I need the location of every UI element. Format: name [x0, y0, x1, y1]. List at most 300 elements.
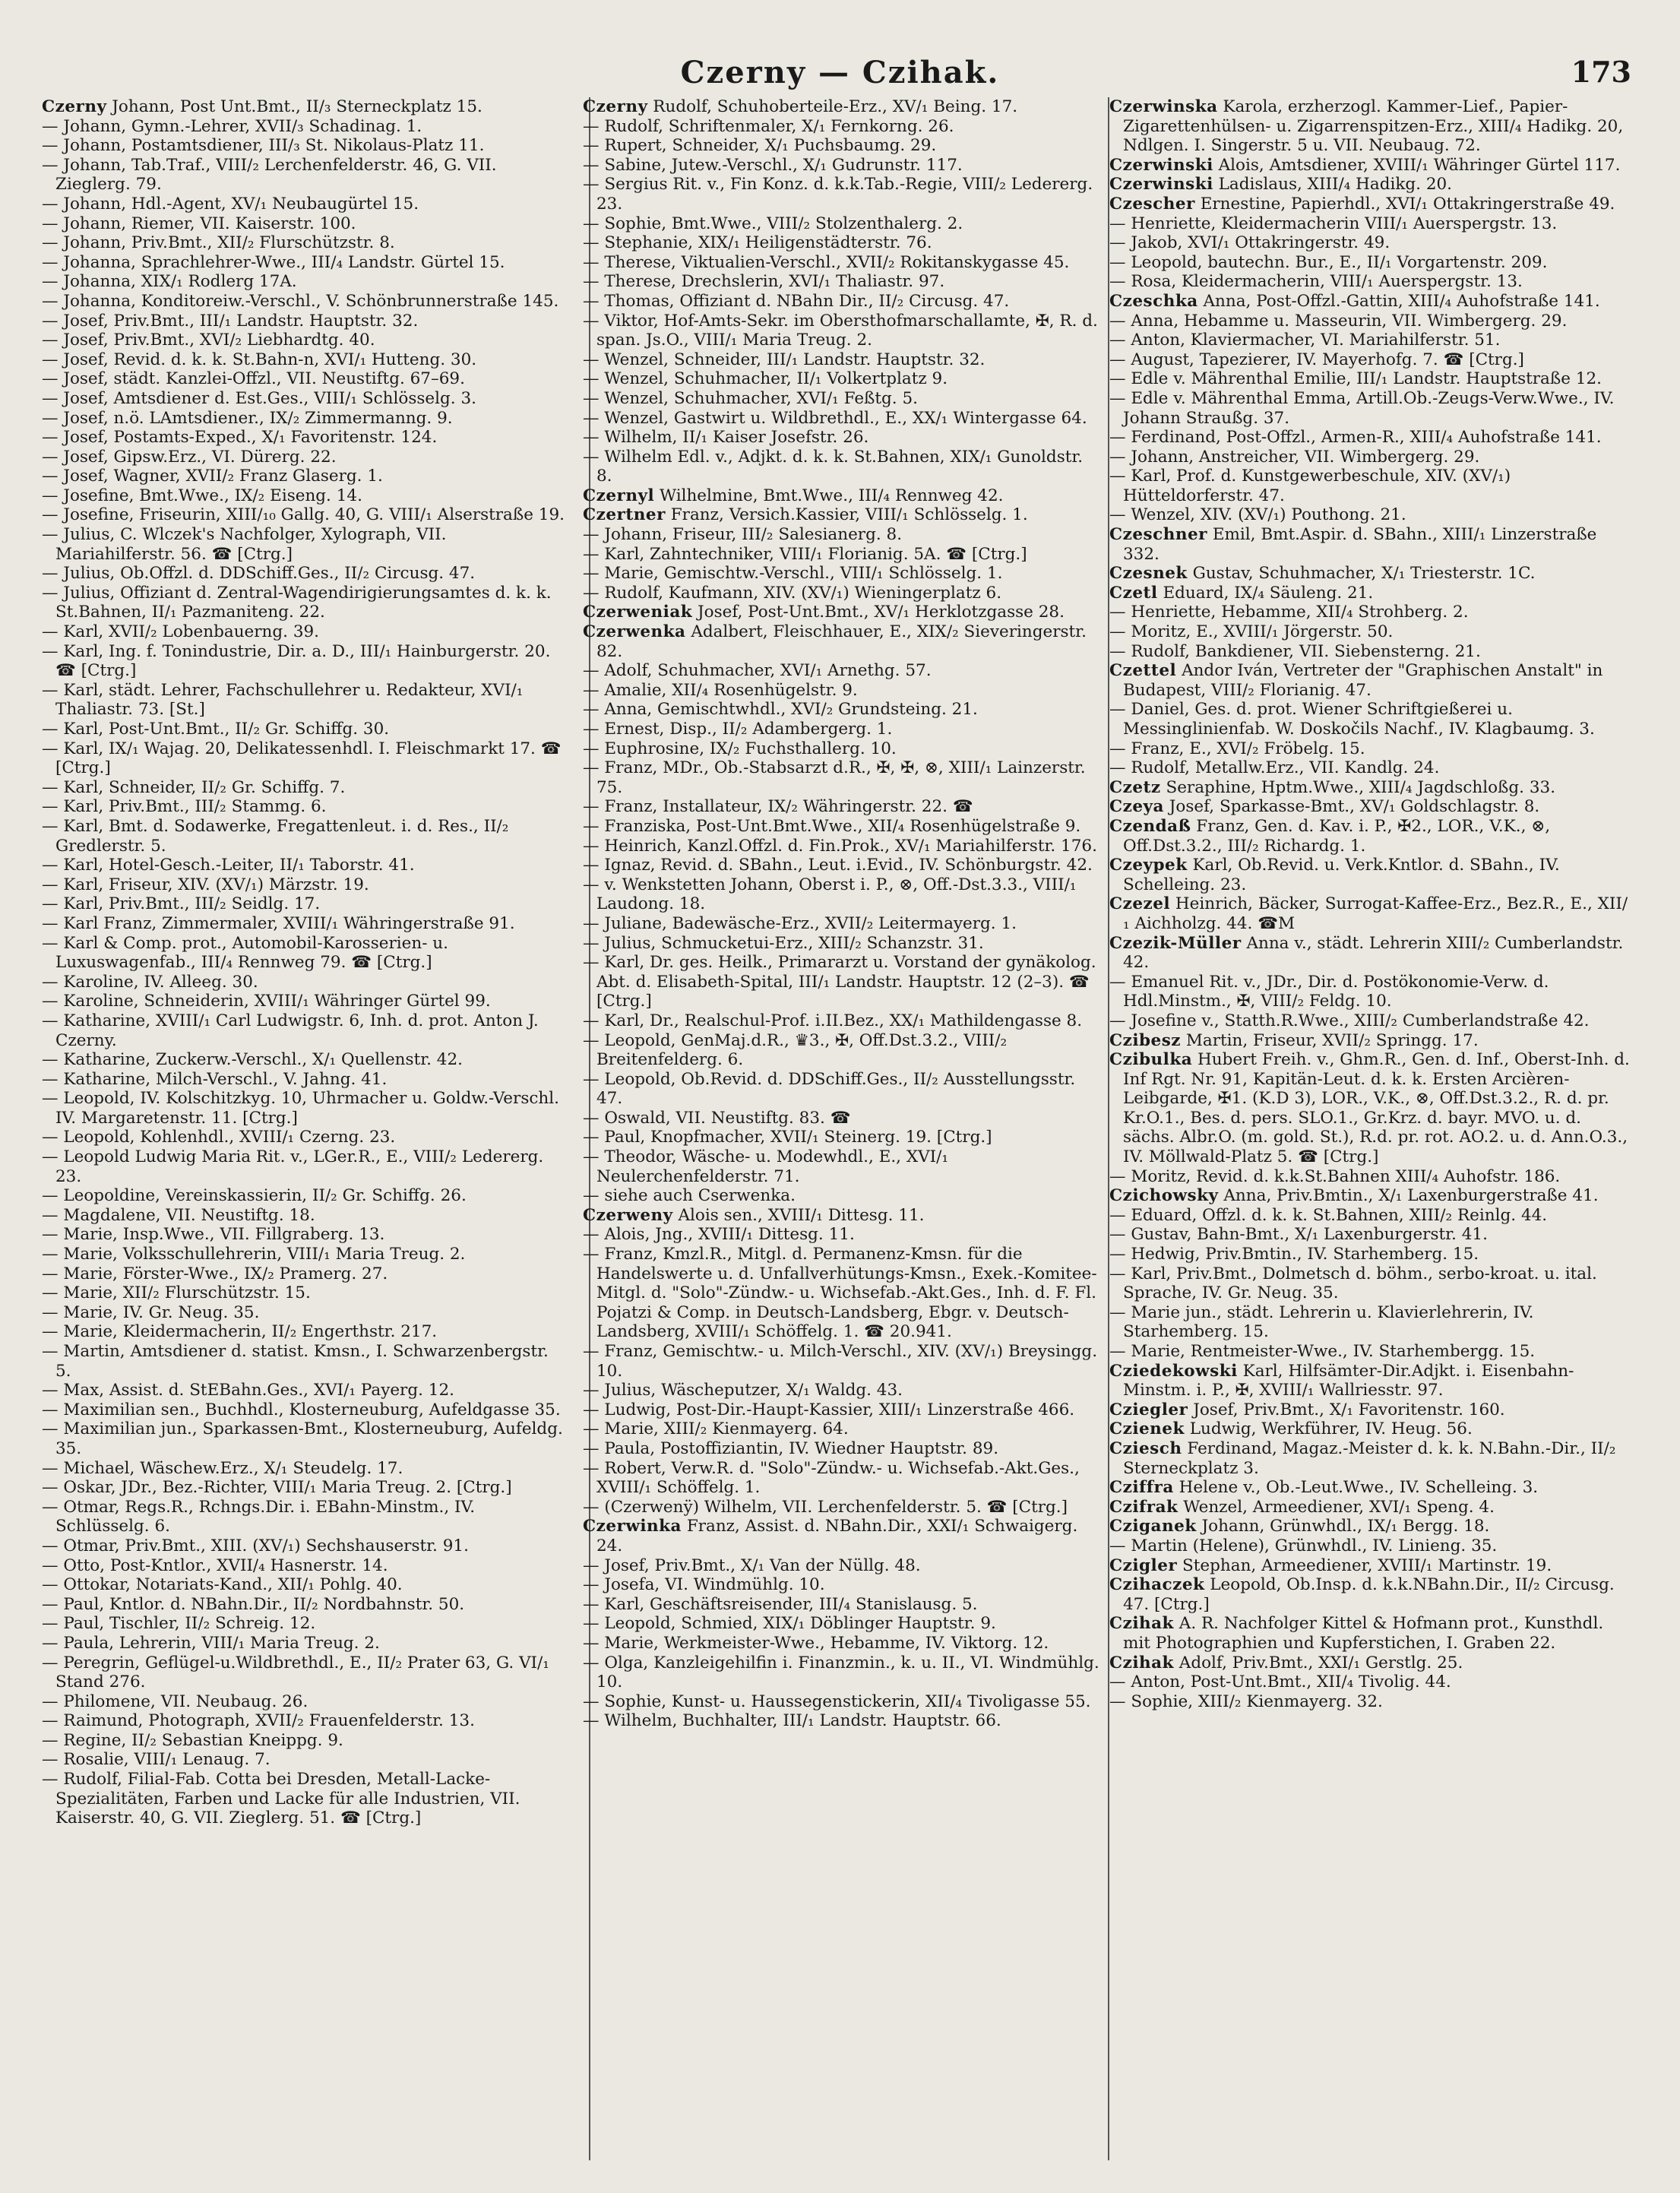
directory-entry	[1109, 1419, 1634, 1439]
directory-entry	[1109, 1362, 1634, 1400]
directory-entry	[42, 136, 566, 156]
directory-entry	[42, 1322, 566, 1342]
directory-entry	[42, 1731, 566, 1751]
surname-heading: Cziesch	[1109, 1438, 1182, 1458]
entry-text: — Alois, Jng., XVIII/₁ Dittesg. 11.	[583, 1225, 855, 1245]
directory-entry	[42, 1147, 566, 1186]
entry-text: — Hedwig, Priv.Bmtin., IV. Starhemberg. 15.	[1109, 1245, 1479, 1264]
directory-entry	[583, 1634, 1099, 1653]
entry-text: — Henriette, Kleidermacherin VIII/₁ Auerspergstr. 13.	[1109, 214, 1558, 233]
entry-text: — Marie, Insp.Wwe., VII. Fillgraberg. 13.	[42, 1225, 385, 1245]
columns	[42, 97, 1637, 2164]
entry-text: — Marie, IV. Gr. Neug. 35.	[42, 1302, 260, 1322]
entry-text: Seraphine, Hptm.Wwe., XIII/₄ Jagdschloßg. 33.	[1166, 777, 1556, 797]
entry-text: — Regine, II/₂ Sebastian Kneippg. 9.	[42, 1730, 343, 1750]
entry-text: Stephan, Armeediener, XVIII/₁ Martinstr. 19.	[1182, 1555, 1552, 1575]
column-1	[42, 97, 566, 2164]
surname-heading: Czifrak	[1109, 1497, 1179, 1517]
surname-heading: Czezik-Müller	[1109, 933, 1242, 953]
entry-text: — Rudolf, Bankdiener, VII. Siebensterng. 21.	[1109, 641, 1481, 661]
directory-entry	[583, 758, 1099, 797]
entry-text: — Otto, Post-Kntlor., XVII/₄ Hasnerstr. 14.	[42, 1555, 388, 1575]
surname-heading: Czerwinski	[1109, 175, 1213, 195]
entry-text: Ladislaus, XIII/₄ Hadikg. 20.	[1218, 175, 1453, 195]
directory-entry	[583, 720, 1099, 739]
entry-text: Leopold, Ob.Insp. d. k.k.NBahn.Dir., II/₂ Circusg. 47. [Ctrg.]	[1123, 1575, 1615, 1614]
directory-entry	[42, 1303, 566, 1323]
entry-text: — Gustav, Bahn-Bmt., X/₁ Laxenburgerstr. 41.	[1109, 1225, 1488, 1245]
directory-entry	[42, 1283, 566, 1303]
entry-text: Josef, Post-Unt.Bmt., XV/₁ Herklotzgasse 28.	[698, 603, 1065, 622]
entry-text: — Wilhelm, Buchhalter, III/₁ Landstr. Hauptstr. 66.	[583, 1711, 1001, 1731]
directory-entry	[583, 1517, 1099, 1555]
entry-text: — Paul, Kntlor. d. NBahn.Dir., II/₂ Nordbahnstr. 50.	[42, 1594, 465, 1614]
directory-entry	[583, 1711, 1099, 1731]
directory-entry	[42, 428, 566, 448]
surname-heading: Czerny	[583, 97, 648, 116]
directory-entry	[42, 409, 566, 429]
surname-heading: Czendaß	[1109, 816, 1191, 836]
directory-entry	[42, 1400, 566, 1420]
entry-text: Eduard, IX/₄ Säuleng. 21.	[1163, 583, 1374, 603]
directory-entry	[583, 1575, 1099, 1595]
directory-entry	[583, 505, 1099, 525]
entry-text: — Karl, Geschäftsreisender, III/₄ Stanislausg. 5.	[583, 1594, 978, 1614]
surname-heading: Czibulka	[1109, 1050, 1193, 1070]
entry-text: — Juliane, Badewäsche-Erz., XVII/₂ Leitermayerg. 1.	[583, 913, 1017, 933]
page-number: 173	[1571, 55, 1631, 89]
directory-entry	[1109, 505, 1634, 525]
directory-entry	[1109, 292, 1634, 312]
directory-entry	[583, 253, 1099, 273]
entry-text: — Marie jun., städt. Lehrerin u. Klavierlehrerin, IV. Starhemberg. 15.	[1109, 1302, 1534, 1342]
entry-text: — Josef, Priv.Bmt., X/₁ Van der Nüllg. 48.	[583, 1555, 921, 1575]
directory-entry	[42, 331, 566, 350]
directory-entry	[1109, 934, 1634, 973]
entry-text: — v. Wenkstetten Johann, Oberst i. P., ⊗, Off.-Dst.3.3., VIII/₁ Laudong. 18.	[583, 875, 1077, 914]
directory-entry	[583, 661, 1099, 681]
directory-entry	[583, 1692, 1099, 1712]
directory-entry	[583, 603, 1099, 622]
surname-heading: Czetl	[1109, 583, 1158, 603]
directory-entry	[583, 1070, 1099, 1109]
directory-entry	[583, 1109, 1099, 1128]
entry-text: — Karl, Dr. ges. Heilk., Primararzt u. Vorstand der gynäkolog. Abt. d. Elisabeth-Spital, III/₁ Landstr. Hauptstr. 12 (2–3). ☎ [Ctrg.]	[583, 953, 1096, 1011]
directory-entry	[583, 1459, 1099, 1498]
directory-entry	[583, 448, 1099, 486]
surname-heading: Czigler	[1109, 1555, 1178, 1575]
entry-text: — Raimund, Photograph, XVII/₂ Frauenfelderstr. 13.	[42, 1711, 475, 1731]
directory-entry	[42, 1342, 566, 1381]
entry-text: Helene v., Ob.-Leut.Wwe., IV. Schelleing. 3.	[1179, 1478, 1539, 1498]
entry-text: — Martin (Helene), Grünwhdl., IV. Linieng. 35.	[1109, 1536, 1498, 1555]
entry-text: — Josef, Gipsw.Erz., VI. Dürerg. 22.	[42, 447, 337, 467]
directory-entry	[1109, 253, 1634, 273]
entry-text: — Josef, Amtsdiener d. Est.Ges., VIII/₁ Schlösselg. 3.	[42, 388, 476, 408]
surname-heading: Czernyl	[583, 486, 655, 505]
entry-text: — Wenzel, Schuhmacher, II/₁ Volkertplatz 9.	[583, 369, 948, 389]
directory-entry	[583, 272, 1099, 292]
surname-heading: Czienek	[1109, 1419, 1185, 1439]
entry-text: — Karl & Comp. prot., Automobil-Karosserien- u. Luxuswagenfab., III/₄ Rennweg 79. ☎ [Ctrg.]	[42, 933, 448, 973]
entry-text: — (Czerwenÿ) Wilhelm, VII. Lerchenfelderstr. 5. ☎ [Ctrg.]	[583, 1497, 1068, 1517]
entry-text: — Marie, XII/₂ Flurschützstr. 15.	[42, 1283, 311, 1303]
entry-text: — Sophie, Bmt.Wwe., VIII/₂ Stolzenthalerg. 2.	[583, 214, 963, 233]
directory-entry	[42, 389, 566, 409]
directory-entry	[42, 1186, 566, 1206]
entry-text: — Max, Assist. d. StEBahn.Ges., XVI/₁ Payerg. 12.	[42, 1381, 454, 1400]
entry-text: — Peregrin, Geflügel-u.Wildbrethdl., E., II/₂ Prater 63, G. VI/₁ Stand 276.	[42, 1653, 549, 1692]
directory-entry	[583, 1653, 1099, 1692]
entry-text: Emil, Bmt.Aspir. d. SBahn., XIII/₁ Linzerstraße 332.	[1123, 525, 1597, 564]
entry-text: Johann, Grünwhdl., IX/₁ Bergg. 18.	[1201, 1517, 1490, 1536]
entry-text: — Paula, Lehrerin, VIII/₁ Maria Treug. 2.	[42, 1633, 380, 1653]
directory-entry	[1109, 817, 1634, 856]
surname-heading: Czerweniak	[583, 603, 693, 622]
entry-text: — Wenzel, Gastwirt u. Wildbrethdl., E., XX/₁ Wintergasse 64.	[583, 408, 1087, 428]
directory-entry	[583, 486, 1099, 506]
directory-entry	[583, 214, 1099, 234]
entry-text: Martin, Friseur, XVII/₂ Springg. 17.	[1185, 1030, 1479, 1050]
entry-text: — Johann, Postamtsdiener, III/₃ St. Nikolaus-Platz 11.	[42, 136, 485, 156]
directory-entry	[583, 1556, 1099, 1576]
entry-text: — Michael, Wäschew.Erz., X/₁ Steudelg. 17.	[42, 1458, 403, 1478]
directory-entry	[1109, 195, 1634, 214]
surname-heading: Czertner	[583, 505, 666, 525]
entry-text: — Paula, Postoffiziantin, IV. Wiedner Hauptstr. 89.	[583, 1438, 999, 1458]
entry-text: — Stephanie, XIX/₁ Heiligenstädterstr. 76.	[583, 233, 932, 253]
directory-entry	[1109, 1342, 1634, 1362]
surname-heading: Czerny	[42, 97, 107, 116]
entry-text: Heinrich, Bäcker, Surrogat-Kaffee-Erz., Bez.R., E., XII/₁ Aichholzg. 44. ☎M	[1123, 894, 1628, 933]
entry-text: — Amalie, XII/₄ Rosenhügelstr. 9.	[583, 680, 858, 700]
surname-heading: Czichowsky	[1109, 1186, 1219, 1206]
directory-entry	[583, 1342, 1099, 1381]
directory-entry	[42, 1653, 566, 1692]
entry-text: — Anna, Hebamme u. Masseurin, VII. Wimbergerg. 29.	[1109, 311, 1568, 331]
entry-text: — Josefine v., Statth.R.Wwe., XIII/₂ Cumberlandstraße 42.	[1109, 1011, 1590, 1030]
entry-text: — Robert, Verw.R. d. "Solo"-Zündw.- u. Wichsefab.-Akt.Ges., XVIII/₁ Schöffelg. 1.	[583, 1458, 1080, 1498]
directory-entry	[42, 369, 566, 389]
directory-entry	[1109, 331, 1634, 350]
entry-text: — Karl, Post-Unt.Bmt., II/₂ Gr. Schiffg. 30.	[42, 720, 390, 739]
entry-text: — Sophie, XIII/₂ Kienmayerg. 32.	[1109, 1691, 1383, 1711]
entry-text: Wenzel, Armeediener, XVI/₁ Speng. 4.	[1183, 1497, 1495, 1517]
surname-heading: Czerwenka	[583, 622, 686, 642]
directory-entry	[1109, 564, 1634, 584]
entry-text: — Franz, Installateur, IX/₂ Währingerstr. 22. ☎	[583, 797, 973, 817]
directory-entry	[583, 409, 1099, 429]
directory-entry	[1109, 1167, 1634, 1187]
entry-text: — Karl, Priv.Bmt., Dolmetsch d. böhm., serbo-kroat. u. ital. Sprache, IV. Gr. Neug. 35.	[1109, 1264, 1597, 1303]
entry-text: — Marie, Werkmeister-Wwe., Hebamme, IV. Viktorg. 12.	[583, 1633, 1049, 1653]
entry-text: — Karl, XVII/₂ Lobenbauerng. 39.	[42, 622, 320, 642]
entry-text: Adolf, Priv.Bmt., XXI/₁ Gerstlg. 25.	[1179, 1653, 1463, 1672]
entry-text: — Karl, Bmt. d. Sodawerke, Fregattenleut. i. d. Res., II/₂ Gredlerstr. 5.	[42, 816, 509, 856]
directory-entry	[42, 1575, 566, 1595]
entry-text: — Ignaz, Revid. d. SBahn., Leut. i.Evid., IV. Schönburgstr. 42.	[583, 856, 1093, 875]
entry-text: — Karl, Ing. f. Tonindustrie, Dir. a. D., III/₁ Hainburgerstr. 20. ☎ [Ctrg.]	[42, 641, 551, 681]
directory-entry	[583, 389, 1099, 409]
entry-text: Anna, Post-Offzl.-Gattin, XIII/₄ Auhofstraße 141.	[1203, 291, 1600, 311]
directory-entry	[1109, 856, 1634, 894]
surname-heading: Czihak	[1109, 1653, 1174, 1672]
entry-text: — Paul, Tischler, II/₂ Schreig. 12.	[42, 1614, 316, 1634]
entry-text: — Wenzel, XIV. (XV/₁) Pouthong. 21.	[1109, 505, 1406, 525]
directory-entry	[42, 467, 566, 486]
directory-entry	[42, 292, 566, 312]
directory-entry	[583, 117, 1099, 137]
entry-text: — Otmar, Priv.Bmt., XIII. (XV/₁) Sechshauserstr. 91.	[42, 1536, 469, 1555]
directory-entry	[1109, 525, 1634, 564]
directory-entry	[42, 973, 566, 992]
entry-text: — Maximilian jun., Sparkassen-Bmt., Klosterneuburg, Aufeldg. 35.	[42, 1419, 563, 1458]
directory-entry	[583, 233, 1099, 253]
directory-entry	[1109, 1245, 1634, 1264]
entry-text: — Julius, Ob.Offzl. d. DDSchiff.Ges., II/₂ Circusg. 47.	[42, 564, 476, 584]
directory-entry	[583, 953, 1099, 1011]
directory-entry	[1109, 894, 1634, 933]
surname-heading: Czetz	[1109, 777, 1161, 797]
directory-entry	[1109, 797, 1634, 817]
directory-entry	[583, 1400, 1099, 1420]
directory-entry	[42, 97, 566, 117]
entry-text: Anna v., städt. Lehrerin XIII/₂ Cumberlandstr. 42.	[1123, 933, 1624, 973]
directory-entry	[42, 1478, 566, 1498]
entry-text: — Wilhelm, II/₁ Kaiser Josefstr. 26.	[583, 428, 869, 448]
directory-entry	[583, 545, 1099, 565]
entry-text: — Marie, Kleidermacherin, II/₂ Engerthstr. 217.	[42, 1322, 438, 1342]
entry-text: — Adolf, Schuhmacher, XVI/₁ Arnethg. 57.	[583, 661, 932, 681]
entry-text: — Josef, Priv.Bmt., III/₁ Landstr. Hauptstr. 32.	[42, 311, 419, 331]
entry-text: — Josef, städt. Kanzlei-Offzl., VII. Neustiftg. 67–69.	[42, 369, 465, 389]
entry-text: Ferdinand, Magaz.-Meister d. k. k. N.Bahn.-Dir., II/₂ Sterneckplatz 3.	[1123, 1438, 1616, 1478]
entry-text: — Katharine, XVIII/₁ Carl Ludwigstr. 6, Inh. d. prot. Anton J. Czerny.	[42, 1011, 539, 1050]
entry-text: — Leopold, IV. Kolschitzkyg. 10, Uhrmacher u. Goldw.-Verschl. IV. Margaretenstr. 11. [Ctrg.]	[42, 1089, 559, 1128]
entry-text: — Karoline, IV. Alleeg. 30.	[42, 972, 258, 992]
entry-text: — Rudolf, Schriftenmaler, X/₁ Fernkorng. 26.	[583, 116, 954, 136]
entry-text: — Thomas, Offiziant d. NBahn Dir., II/₂ Circusg. 47.	[583, 291, 1010, 311]
entry-text: — Josef, Priv.Bmt., XVI/₂ Liebhardtg. 40.	[42, 331, 375, 350]
entry-text: — Leopold, Ob.Revid. d. DDSchiff.Ges., II/₂ Ausstellungsstr. 47.	[583, 1069, 1076, 1109]
directory-entry	[1109, 1225, 1634, 1245]
entry-text: — Maximilian sen., Buchhdl., Klosterneuburg, Aufeldgasse 35.	[42, 1400, 561, 1419]
directory-entry	[42, 1245, 566, 1264]
directory-entry	[583, 1147, 1099, 1186]
entry-text: — Euphrosine, IX/₂ Fuchsthallerg. 10.	[583, 739, 897, 758]
directory-entry	[1109, 1653, 1634, 1673]
surname-heading: Czesnek	[1109, 564, 1188, 584]
entry-text: — Karl, Hotel-Gesch.-Leiter, II/₁ Taborstr. 41.	[42, 856, 415, 875]
entry-text: Alois, Amtsdiener, XVIII/₁ Währinger Gürtel 117.	[1218, 155, 1621, 175]
surname-heading: Czerwinska	[1109, 97, 1218, 116]
directory-entry	[42, 156, 566, 195]
directory-entry	[583, 700, 1099, 720]
directory-entry	[583, 156, 1099, 176]
entry-text: — Ernest, Disp., II/₂ Adambergerg. 1.	[583, 720, 893, 739]
directory-entry	[1109, 156, 1634, 176]
directory-entry	[1109, 1031, 1634, 1051]
entry-text: — Franz, MDr., Ob.-Stabsarzt d.R., ✠, ✠, ⊗, XIII/₁ Lainzerstr. 75.	[583, 758, 1086, 797]
surname-heading: Czerwinka	[583, 1517, 682, 1536]
surname-heading: Czettel	[1109, 661, 1177, 681]
directory-entry	[1109, 448, 1634, 467]
entry-text: — Anton, Post-Unt.Bmt., XII/₄ Tivolig. 44.	[1109, 1672, 1451, 1692]
entry-text: — Julius, Wäscheputzer, X/₁ Waldg. 43.	[583, 1381, 903, 1400]
entry-text: — Marie, Rentmeister-Wwe., IV. Starhembergg. 15.	[1109, 1342, 1536, 1361]
directory-entry	[583, 584, 1099, 603]
directory-entry	[42, 564, 566, 584]
entry-text: — Rudolf, Metallw.Erz., VII. Kandlg. 24.	[1109, 758, 1440, 778]
directory-entry	[1109, 1206, 1634, 1226]
directory-entry	[42, 448, 566, 467]
directory-entry	[42, 1381, 566, 1400]
directory-entry	[1109, 1478, 1634, 1498]
directory-entry	[583, 97, 1099, 117]
entry-text: — Julius, C. Wlczek's Nachfolger, Xylograph, VII. Mariahilferstr. 56. ☎ [Ctrg.]	[42, 525, 447, 564]
entry-text: — Rupert, Schneider, X/₁ Puchsbaumg. 29.	[583, 136, 937, 156]
entry-text: — Leopold, bautechn. Bur., E., II/₁ Vorgartenstr. 209.	[1109, 252, 1548, 272]
entry-text: — Wenzel, Schneider, III/₁ Landstr. Hauptstr. 32.	[583, 350, 986, 369]
entry-text: Franz, Gen. d. Kav. i. P., ✠2., LOR., V.K., ⊗, Off.Dst.3.2., III/₂ Richardg. 1.	[1123, 816, 1551, 856]
surname-heading: Cziganek	[1109, 1517, 1197, 1536]
directory-entry	[583, 428, 1099, 448]
entry-text: — Karl, Zahntechniker, VIII/₁ Florianig. 5A. ☎ [Ctrg.]	[583, 544, 1027, 564]
entry-text: — Eduard, Offzl. d. k. k. St.Bahnen, XIII/₂ Reinlg. 44.	[1109, 1205, 1548, 1225]
directory-entry	[42, 1692, 566, 1712]
directory-entry	[42, 1498, 566, 1536]
directory-entry	[42, 681, 566, 720]
directory-entry	[583, 1011, 1099, 1031]
directory-entry	[583, 1186, 1099, 1206]
entry-text: — Rosa, Kleidermacherin, VIII/₁ Auerspergstr. 13.	[1109, 272, 1523, 292]
directory-entry	[42, 350, 566, 370]
entry-text: — Julius, Schmucketui-Erz., XIII/₂ Schanzstr. 31.	[583, 933, 984, 953]
directory-entry	[42, 584, 566, 622]
directory-entry	[42, 875, 566, 895]
entry-text: — Leopold, GenMaj.d.R., ♛3., ✠, Off.Dst.3.2., VIII/₂ Breitenfelderg. 6.	[583, 1030, 1008, 1070]
directory-entry	[583, 1128, 1099, 1147]
entry-text: — Karl Franz, Zimmermaler, XVIII/₁ Währingerstraße 91.	[42, 913, 515, 933]
entry-text: — Josef, Wagner, XVII/₂ Franz Glaserg. 1.	[42, 467, 383, 486]
directory-entry	[583, 1595, 1099, 1615]
entry-text: — Magdalene, VII. Neustiftg. 18.	[42, 1205, 315, 1225]
surname-heading: Czeypek	[1109, 856, 1188, 875]
directory-entry	[42, 1750, 566, 1770]
directory-entry	[1109, 642, 1634, 662]
entry-text: — Anton, Klaviermacher, VI. Mariahilferstr. 51.	[1109, 331, 1501, 350]
entry-text: — Marie, XIII/₂ Kienmayerg. 64.	[583, 1419, 849, 1439]
entry-text: Ludwig, Werkführer, IV. Heug. 56.	[1189, 1419, 1473, 1439]
entry-text: — Karl, städt. Lehrer, Fachschullehrer u. Redakteur, XVI/₁ Thaliastr. 73. [St.]	[42, 680, 524, 720]
directory-entry	[583, 817, 1099, 837]
entry-text: — Heinrich, Kanzl.Offzl. d. Fin.Prok., XV/₁ Mariahilferstr. 176.	[583, 836, 1097, 856]
entry-text: Alois sen., XVIII/₁ Dittesg. 11.	[678, 1205, 925, 1225]
directory-entry	[583, 681, 1099, 701]
directory-entry	[583, 369, 1099, 389]
entry-text: — Paul, Knopfmacher, XVII/₁ Steinerg. 19. [Ctrg.]	[583, 1128, 992, 1147]
directory-entry	[583, 564, 1099, 584]
directory-entry	[583, 1439, 1099, 1459]
entry-text: — Karl, Schneider, II/₂ Gr. Schiffg. 7.	[42, 777, 346, 797]
directory-entry	[1109, 272, 1634, 292]
directory-entry	[583, 1031, 1099, 1070]
directory-entry	[1109, 428, 1634, 448]
entry-text: — Rudolf, Filial-Fab. Cotta bei Dresden, Metall-Lacke-Spezialitäten, Farben und Lacke für alle Industrien, VII. Kaiserstr. 40, G. VII. Zieglerg. 51. ☎ [Ctrg.]	[42, 1770, 520, 1828]
entry-text: — Theodor, Wäsche- u. Modewhdl., E., XVI/₁ Neulerchenfelderstr. 71.	[583, 1147, 949, 1186]
entry-text: — Emanuel Rit. v., JDr., Dir. d. Postökonomie-Verw. d. Hdl.Minstm., ✠, VIII/₂ Feldg. 10.	[1109, 972, 1549, 1011]
directory-entry	[583, 292, 1099, 312]
entry-text: Franz, Versich.Kassier, VIII/₁ Schlösselg. 1.	[670, 505, 1028, 525]
entry-text: — Karl, IX/₁ Wajag. 20, Delikatessenhdl. I. Fleischmarkt 17. ☎ [Ctrg.]	[42, 739, 562, 778]
directory-entry	[42, 525, 566, 564]
entry-text: — Therese, Viktualien-Verschl., XVII/₂ Rokitanskygasse 45.	[583, 252, 1070, 272]
entry-text: — Johann, Friseur, III/₂ Salesianerg. 8.	[583, 525, 903, 545]
directory-entry	[1109, 97, 1634, 156]
entry-text: — Edle v. Mährenthal Emma, Artill.Ob.-Zeugs-Verw.Wwe., IV. Johann Straußg. 37.	[1109, 388, 1615, 428]
entry-text: — Sophie, Kunst- u. Haussegenstickerin, XII/₄ Tivoligasse 55.	[583, 1691, 1091, 1711]
entry-text: Josef, Priv.Bmt., X/₁ Favoritenstr. 160.	[1193, 1400, 1505, 1419]
directory-entry	[42, 1011, 566, 1050]
directory-entry	[42, 739, 566, 778]
directory-entry	[583, 1614, 1099, 1634]
directory-entry	[583, 934, 1099, 954]
directory-entry	[1109, 312, 1634, 331]
entry-text: — Josefine, Bmt.Wwe., IX/₂ Eiseng. 14.	[42, 486, 362, 505]
entry-text: Adalbert, Fleischhauer, E., XIX/₂ Sieveringerstr. 82.	[596, 622, 1087, 661]
directory-entry	[583, 1225, 1099, 1245]
entry-text: — Johanna, XIX/₁ Rodlerg 17A.	[42, 272, 297, 292]
directory-entry	[583, 1498, 1099, 1517]
column-3	[1109, 97, 1634, 2164]
entry-text: — Johann, Hdl.-Agent, XV/₁ Neubaugürtel 15.	[42, 194, 419, 214]
directory-entry	[583, 1419, 1099, 1439]
entry-text: — Johann, Anstreicher, VII. Wimbergerg. 29.	[1109, 447, 1480, 467]
entry-text: Franz, Assist. d. NBahn.Dir., XXI/₁ Schwaigerg. 24.	[596, 1517, 1078, 1555]
directory-entry	[1109, 175, 1634, 195]
entry-text: — Marie, Förster-Wwe., IX/₂ Pramerg. 27.	[42, 1264, 388, 1283]
entry-text: — Philomene, VII. Neubaug. 26.	[42, 1691, 308, 1711]
entry-text: — Henriette, Hebamme, XII/₄ Strohberg. 2.	[1109, 603, 1469, 622]
entry-text: Anna, Priv.Bmtin., X/₁ Laxenburgerstraße 41.	[1223, 1186, 1599, 1206]
entry-text: — Karl, Priv.Bmt., III/₂ Stammg. 6.	[42, 797, 327, 817]
entry-text: — Josef, Postamts-Exped., X/₁ Favoritenstr. 124.	[42, 428, 438, 448]
directory-entry	[1109, 369, 1634, 389]
entry-text: — Sergius Rit. v., Fin Konz. d. k.k.Tab.-Regie, VIII/₂ Ledererg. 23.	[583, 175, 1093, 214]
entry-text: Karl, Ob.Revid. u. Verk.Kntlor. d. SBahn., IV. Schelleing. 23.	[1123, 856, 1560, 894]
directory-entry	[42, 778, 566, 798]
directory-entry	[1109, 1575, 1634, 1614]
directory-entry	[1109, 1692, 1634, 1712]
directory-entry	[583, 797, 1099, 817]
directory-entry	[1109, 1400, 1634, 1420]
entry-text: — Josefine, Friseurin, XIII/₁₀ Gallg. 40, G. VIII/₁ Alserstraße 19.	[42, 505, 565, 525]
directory-entry	[1109, 467, 1634, 505]
directory-entry	[42, 312, 566, 331]
directory-entry	[42, 233, 566, 253]
column-2	[583, 97, 1099, 2164]
entry-text: Ernestine, Papierhdl., XVI/₁ Ottakringerstraße 49.	[1200, 194, 1615, 214]
surname-heading: Czescher	[1109, 194, 1195, 214]
directory-entry	[1109, 1186, 1634, 1206]
directory-entry	[42, 1206, 566, 1226]
entry-text: Johann, Post Unt.Bmt., II/₃ Sterneckplatz 15.	[112, 97, 482, 116]
directory-entry	[1109, 1050, 1634, 1167]
directory-entry	[42, 1264, 566, 1284]
directory-entry	[42, 253, 566, 273]
entry-text: — Johann, Riemer, VII. Kaiserstr. 100.	[42, 214, 356, 233]
directory-entry	[583, 136, 1099, 156]
